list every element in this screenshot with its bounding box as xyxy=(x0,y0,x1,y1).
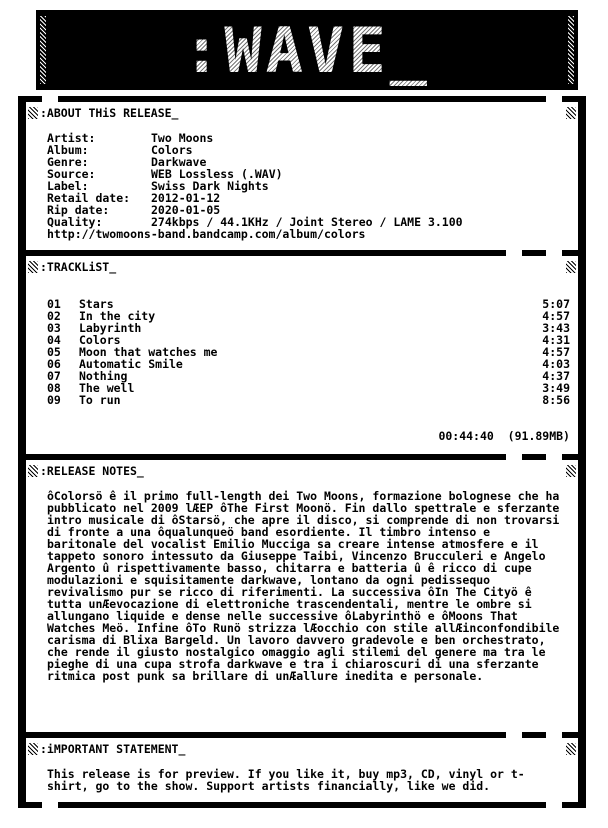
logo-banner xyxy=(36,10,578,90)
hatch-decoration xyxy=(566,107,576,119)
track-duration: 4:57 xyxy=(542,309,570,323)
track-duration: 3:43 xyxy=(542,321,570,335)
about-field-label: Rip date: xyxy=(47,203,110,217)
track-title: Automatic Smile xyxy=(79,357,183,371)
track-number: 06 xyxy=(47,357,61,371)
about-field-label: Artist: xyxy=(47,131,96,145)
tracklist-title: :TRACKLiST_ xyxy=(40,260,117,274)
about-field-label: Label: xyxy=(47,179,89,193)
track-title: Nothing xyxy=(79,369,128,383)
track-row xyxy=(47,322,570,334)
about-field-label: Source: xyxy=(47,167,96,181)
track-title: Colors xyxy=(79,333,121,347)
statement-title: :iMPORTANT STATEMENT_ xyxy=(40,742,186,756)
track-row xyxy=(47,394,570,406)
track-duration: 4:31 xyxy=(542,333,570,347)
section-divider xyxy=(18,802,586,808)
release-notes-text: ôColorsö ê il primo full-length dei Two Moons, formazione bolognese che ha pubblicato nel 2009 lÆEP ôThe First Moonö. Fin dallo spettrale e sferzante intro musicale di ôStarsö, che apre il disco, si comprende di non trovarsi di fronte a una ôqualunqueö band esordiente. Il timbro intenso e baritonale del vocalist Emilio Mucciga sa creare intense atmosfere e il tappeto sonoro intessuto da Giuseppe Taibi, Vincenzo Brucculeri e Angelo Argento û rispettivamente basso, chitarra e batteria û ê ricco di cupe modulazioni e squisitamente darkwave, lontano da ogni pedissequo revivalismo pur se ricco di riferimenti. La successiva ôIn The Cityö ê tutta unÆevocazione di elettroniche trascendentali, mentre le ombre si allungano liquide e dense nelle successive ôLabyrinthö e ôMoons That Watches Meö. Infine ôTo Runö strizza lÆocchio con stile allÆinconfondibile carisma di Blixa Bargeld. Un lavoro davvero gradevole e ben orchestrato, che rende il giusto nostalgico omaggio agli stilemi del genere ma tra le pieghe di una cupa strofa darkwave e tra i chiaroscuri di una sferzante ritmica post punk sa brillare di unÆallure inedita e personale. xyxy=(47,489,560,683)
track-row xyxy=(47,382,570,394)
about-field-row xyxy=(47,168,570,180)
total-duration: 00:44:40 (91.89MB) xyxy=(438,429,570,443)
track-number: 04 xyxy=(47,333,61,347)
track-duration: 4:57 xyxy=(542,345,570,359)
about-field-row xyxy=(47,156,570,168)
tracklist-section xyxy=(18,256,586,454)
track-duration: 3:49 xyxy=(542,381,570,395)
track-title: Moon that watches me xyxy=(79,345,218,359)
about-field-row xyxy=(47,144,570,156)
hatch-decoration xyxy=(28,465,38,477)
about-field-value: Two Moons xyxy=(151,131,214,145)
about-field-value: Swiss Dark Nights xyxy=(151,179,269,193)
about-title: :ABOUT THiS RELEASE_ xyxy=(40,106,179,120)
statement-section xyxy=(18,738,586,802)
about-field-label: Retail date: xyxy=(47,191,131,205)
about-field-value: WEB Lossless (.WAV) xyxy=(151,167,283,181)
track-number: 07 xyxy=(47,369,61,383)
track-list xyxy=(26,298,578,406)
about-field-label: Album: xyxy=(47,143,89,157)
track-duration: 5:07 xyxy=(542,297,570,311)
track-duration: 8:56 xyxy=(542,393,570,407)
about-field-value: 2012-01-12 xyxy=(151,191,221,205)
track-number: 08 xyxy=(47,381,61,395)
about-field-label: Genre: xyxy=(47,155,89,169)
release-notes-title: :RELEASE NOTES_ xyxy=(40,464,144,478)
track-title: Stars xyxy=(79,297,114,311)
about-field-row xyxy=(47,192,570,204)
track-title: The well xyxy=(79,381,135,395)
about-field-row xyxy=(47,132,570,144)
track-title: To run xyxy=(79,393,121,407)
statement-text: This release is for preview. If you like it, buy mp3, CD, vinyl or t-shirt, go to the show. Support artists financially, like we did. xyxy=(47,767,525,793)
track-number: 01 xyxy=(47,297,61,311)
track-duration: 4:03 xyxy=(542,357,570,371)
logo-text: :WAVE_ xyxy=(36,16,578,86)
track-duration: 4:37 xyxy=(542,369,570,383)
hatch-decoration xyxy=(28,261,38,273)
hatch-decoration xyxy=(566,743,576,755)
hatch-decoration xyxy=(566,465,576,477)
about-field-value: 2020-01-05 xyxy=(151,203,221,217)
track-title: In the city xyxy=(79,309,156,323)
track-number: 05 xyxy=(47,345,61,359)
hatch-decoration xyxy=(28,743,38,755)
about-fields xyxy=(26,132,578,228)
about-field-value: 274kbps / 44.1KHz / Joint Stereo / LAME 3.100 xyxy=(151,215,463,229)
album-url-link[interactable]: http://twomoons-band.bandcamp.com/album/colors xyxy=(47,227,366,241)
hatch-decoration xyxy=(566,261,576,273)
track-number: 09 xyxy=(47,393,61,407)
hatch-decoration xyxy=(28,107,38,119)
about-section xyxy=(18,102,586,250)
track-number: 02 xyxy=(47,309,61,323)
track-title: Labyrinth xyxy=(79,321,142,335)
track-number: 03 xyxy=(47,321,61,335)
release-notes-section xyxy=(18,460,586,732)
about-field-label: Quality: xyxy=(47,215,103,229)
about-field-value: Colors xyxy=(151,143,193,157)
about-field-value: Darkwave xyxy=(151,155,207,169)
